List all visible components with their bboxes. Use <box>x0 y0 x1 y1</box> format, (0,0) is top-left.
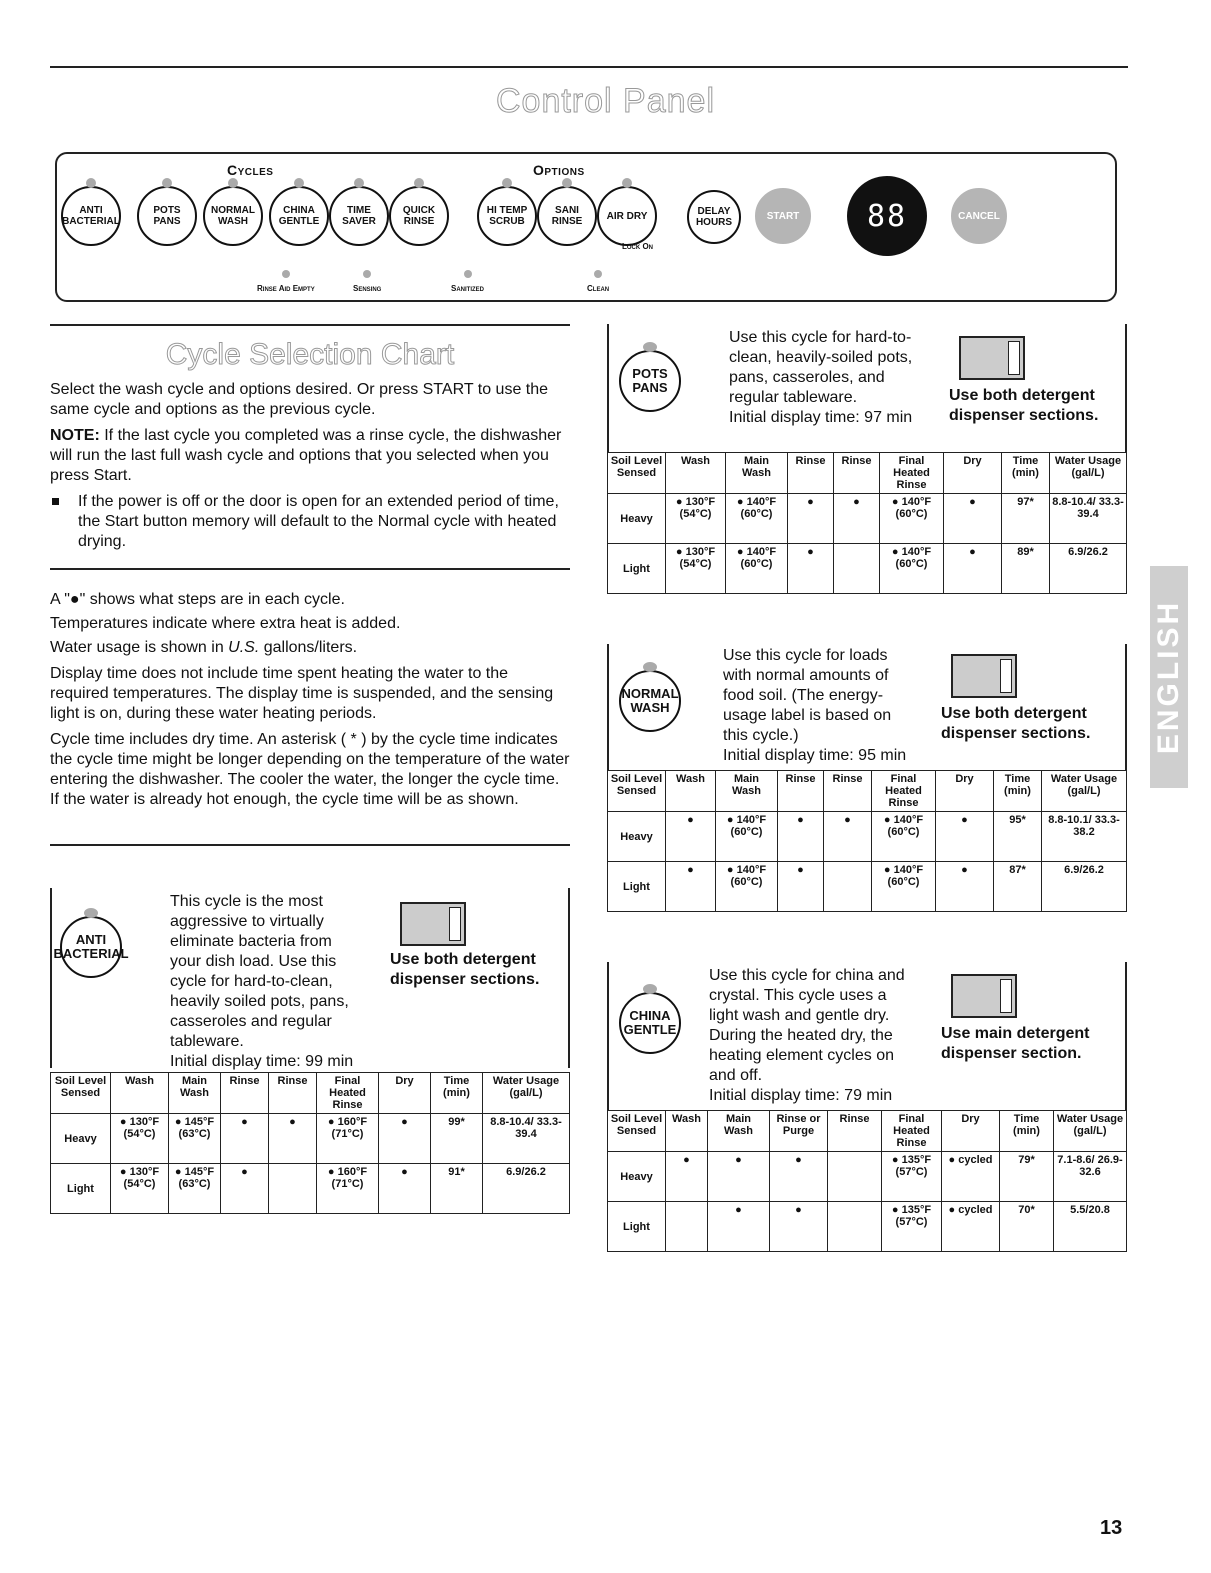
table-cell: 8.8-10.4/ 33.3-39.4 <box>483 1114 570 1164</box>
table-cell <box>828 1202 882 1252</box>
text-line: with normal amounts of <box>723 667 889 684</box>
digital-display: 88 <box>847 176 927 256</box>
table-header-cell: Main Wash <box>716 771 778 812</box>
table-row <box>51 1164 570 1214</box>
table-header-cell: Soil Level Sensed <box>51 1073 111 1114</box>
table-cell: ● 160°F (71°C) <box>317 1114 379 1164</box>
text-line: tableware. <box>170 1033 244 1050</box>
table-cell: ● <box>708 1202 770 1252</box>
table-cell: Heavy <box>608 1152 666 1202</box>
table-header-cell: Time (min) <box>994 771 1042 812</box>
table-cell: ● 135°F (57°C) <box>882 1152 942 1202</box>
cycle-button-china-gentle: CHINA GENTLE <box>619 992 681 1054</box>
table-header-cell: Dry <box>379 1073 431 1114</box>
table-cell: ● <box>788 544 834 594</box>
table-cell: ● <box>944 494 1002 544</box>
table-row <box>608 862 1127 912</box>
panel-button-sani-rinse[interactable]: SANI RINSE <box>537 186 597 246</box>
text-line: clean, heavily-soiled pots, <box>729 349 913 366</box>
panel-button-normal-wash[interactable]: NORMAL WASH <box>203 186 263 246</box>
table-cell: 6.9/26.2 <box>1050 544 1127 594</box>
table-header-cell: Rinse <box>221 1073 269 1114</box>
text-line: dispenser sections. <box>390 971 540 988</box>
table-cell: 91* <box>431 1164 483 1214</box>
text-line: aggressive to virtually <box>170 913 324 930</box>
indicator-rinse-aid-empty: Rinse Aid Empty <box>257 270 315 293</box>
table-cell <box>834 544 880 594</box>
text-line: light wash and gentle dry. <box>709 1007 890 1024</box>
cycle-description <box>729 328 949 428</box>
table-row <box>608 812 1127 862</box>
cycle-table <box>607 770 1127 912</box>
table-cell: ● <box>834 494 880 544</box>
table-cell: 6.9/26.2 <box>483 1164 570 1214</box>
table-cell: ● 130°F (54°C) <box>666 544 726 594</box>
text-line: crystal. This cycle uses a <box>709 987 887 1004</box>
panel-button-delay-hours[interactable]: DELAY HOURS <box>687 190 741 244</box>
detergent-dispenser-icon <box>400 902 466 946</box>
text-line: heavily soiled pots, pans, <box>170 993 349 1010</box>
cycle-block-anti-bacterial <box>50 888 570 1238</box>
table-header-cell: Soil Level Sensed <box>608 1111 666 1152</box>
cycle-description <box>170 892 400 1072</box>
cycle-block-china-gentle <box>607 962 1127 1272</box>
table-cell: ● <box>936 812 994 862</box>
led-icon <box>594 270 602 278</box>
table-cell: ● <box>379 1114 431 1164</box>
led-icon <box>464 270 472 278</box>
table-cell: Heavy <box>51 1114 111 1164</box>
table-header-cell: Water Usage (gal/L) <box>483 1073 570 1114</box>
detergent-dispenser-icon <box>951 974 1017 1018</box>
table-cell: ● 140°F (60°C) <box>872 812 936 862</box>
section-rule <box>50 844 570 846</box>
detergent-dispenser-icon <box>951 654 1017 698</box>
table-cell: ● <box>221 1114 269 1164</box>
text-line: Initial display time: 99 min <box>170 1053 354 1070</box>
table-cell: Heavy <box>608 812 666 862</box>
text-line: dispenser sections. <box>949 407 1099 424</box>
table-cell: ● <box>770 1152 828 1202</box>
table-header-cell: Wash <box>666 453 726 494</box>
panel-button-anti-bacterial[interactable]: ANTI BACTERIAL <box>61 186 121 246</box>
text-line: Use this cycle for hard-to- <box>729 329 912 346</box>
text-line: casseroles and regular <box>170 1013 332 1030</box>
page-number: 13 <box>1100 1517 1123 1539</box>
text-line: Use both detergent <box>941 705 1087 722</box>
detergent-note <box>949 386 1098 426</box>
led-icon <box>294 178 304 188</box>
table-cell: ● 130°F (54°C) <box>111 1114 169 1164</box>
panel-button-start[interactable]: START <box>755 188 811 244</box>
text-line: dispenser sections. <box>941 725 1091 742</box>
table-header-cell: Wash <box>666 1111 708 1152</box>
table-cell: ● 140°F (60°C) <box>880 494 944 544</box>
text-line: Use both detergent <box>390 951 536 968</box>
table-header-cell: Rinse <box>834 453 880 494</box>
table-cell: ● <box>666 812 716 862</box>
table-header-cell: Water Usage (gal/L) <box>1042 771 1127 812</box>
table-cell: ● 140°F (60°C) <box>716 812 778 862</box>
table-cell: ● 160°F (71°C) <box>317 1164 379 1214</box>
bullet-icon <box>52 498 59 505</box>
text-line: food soil. (The energy- <box>723 687 884 704</box>
table-cell: ● 145°F (63°C) <box>169 1114 221 1164</box>
table-cell: 87* <box>994 862 1042 912</box>
table-header-cell: Main Wash <box>708 1111 770 1152</box>
indicator-clean: Clean <box>587 270 609 293</box>
section-rule <box>50 324 570 326</box>
table-cell: ● 140°F (60°C) <box>726 544 788 594</box>
temp-note: Temperatures indicate where extra heat is added. <box>50 615 401 632</box>
text-line: Use this cycle for china and <box>709 967 905 984</box>
table-header-cell: Dry <box>944 453 1002 494</box>
cycle-block-pots-pans <box>607 324 1127 614</box>
table-header-cell: Final Heated Rinse <box>872 771 936 812</box>
table-header-cell: Rinse <box>778 771 824 812</box>
table-cell <box>824 862 872 912</box>
table-cell: ● <box>770 1202 828 1252</box>
table-cell: 89* <box>1002 544 1050 594</box>
detergent-note <box>941 704 1090 744</box>
table-cell: ● <box>936 862 994 912</box>
page-title: Control Panel <box>495 82 715 120</box>
bullet-item: If the power is off or the door is open for an extended period of time, the Start button memory will default to the Normal cycle with heated drying. <box>50 492 570 552</box>
table-header-cell: Time (min) <box>1000 1111 1054 1152</box>
table-cell: Light <box>608 544 666 594</box>
cycle-table <box>50 1072 570 1214</box>
text-line: your dish load. Use this <box>170 953 337 970</box>
table-cell: 7.1-8.6/ 26.9-32.6 <box>1054 1152 1127 1202</box>
led-icon <box>354 178 364 188</box>
table-cell: ● <box>788 494 834 544</box>
cycle-button-pots-pans: POTS PANS <box>619 350 681 412</box>
table-header-cell: Dry <box>942 1111 1000 1152</box>
indicator-sanitized: Sanitized <box>451 270 484 293</box>
table-cell: ● 130°F (54°C) <box>111 1164 169 1214</box>
led-icon <box>363 270 371 278</box>
table-cell: ● <box>221 1164 269 1214</box>
water-note: Water usage is shown in U.S. gallons/liters. <box>50 639 358 656</box>
cycle-time-note: Cycle time includes dry time. An asterisk ( * ) by the cycle time indicates the cycle time might be longer depending on the temperature of the water entering the dishwasher. The cooler the water, the longer the cycle time. If the water is already hot enough, the cycle time will be as shown. <box>50 731 570 808</box>
led-icon <box>228 178 238 188</box>
indicator-sensing: Sensing <box>353 270 381 293</box>
table-cell <box>269 1164 317 1214</box>
table-header-cell: Rinse <box>788 453 834 494</box>
table-header-cell: Time (min) <box>431 1073 483 1114</box>
table-cell: ● <box>708 1152 770 1202</box>
table-cell: ● cycled <box>942 1152 1000 1202</box>
led-icon <box>282 270 290 278</box>
table-cell: ● <box>778 812 824 862</box>
table-cell: ● <box>379 1164 431 1214</box>
led-icon <box>162 178 172 188</box>
text-line: Initial display time: 79 min <box>709 1087 893 1104</box>
text-line: eliminate bacteria from <box>170 933 332 950</box>
led-icon <box>86 178 96 188</box>
text-line: Use both detergent <box>949 387 1095 404</box>
table-cell: ● 140°F (60°C) <box>872 862 936 912</box>
control-panel <box>55 152 1117 302</box>
display-time-note: Display time does not include time spent heating the water to the required temperatures. The display time is suspended, and the sensing light is on, during these water heating periods. <box>50 665 554 722</box>
text-line: regular tableware. <box>729 389 858 406</box>
table-cell: Light <box>51 1164 111 1214</box>
panel-button-hi-temp-scrub[interactable]: HI TEMP SCRUB <box>477 186 537 246</box>
table-cell: 99* <box>431 1114 483 1164</box>
led-icon <box>414 178 424 188</box>
table-header-cell: Water Usage (gal/L) <box>1054 1111 1127 1152</box>
table-header-cell: Final Heated Rinse <box>317 1073 379 1114</box>
table-cell <box>666 1202 708 1252</box>
dot-legend: A "●" shows what steps are in each cycle. <box>50 591 345 608</box>
text-line: Initial display time: 97 min <box>729 409 913 426</box>
table-cell: 8.8-10.1/ 33.3-38.2 <box>1042 812 1127 862</box>
table-header-cell: Rinse <box>269 1073 317 1114</box>
table-row <box>51 1114 570 1164</box>
table-cell: 97* <box>1002 494 1050 544</box>
panel-button-china-gentle[interactable]: CHINA GENTLE <box>269 186 329 246</box>
table-header-cell: Wash <box>111 1073 169 1114</box>
table-header-cell: Main Wash <box>726 453 788 494</box>
table-cell: ● 140°F (60°C) <box>880 544 944 594</box>
table-cell: ● 145°F (63°C) <box>169 1164 221 1214</box>
table-cell: ● cycled <box>942 1202 1000 1252</box>
note-text: NOTE: If the last cycle you completed was a rinse cycle, the dishwasher will run the last full wash cycle and options that you selected when you press Start. <box>50 427 562 484</box>
table-header-cell: Rinse or Purge <box>770 1111 828 1152</box>
table-header-cell: Water Usage (gal/L) <box>1050 453 1127 494</box>
text-line: this cycle.) <box>723 727 799 744</box>
table-cell <box>828 1152 882 1202</box>
cycle-description <box>723 646 943 766</box>
table-cell: 6.9/26.2 <box>1042 862 1127 912</box>
table-row <box>608 1152 1127 1202</box>
text-line: pans, casseroles, and <box>729 369 885 386</box>
text-line: Use this cycle for loads <box>723 647 888 664</box>
table-cell: ● 140°F (60°C) <box>716 862 778 912</box>
text-line: dispenser section. <box>941 1045 1082 1062</box>
led-icon <box>84 908 98 918</box>
table-row <box>608 1202 1127 1252</box>
table-header-cell: Time (min) <box>1002 453 1050 494</box>
cycle-table <box>607 1110 1127 1252</box>
cycle-button-normal-wash: NORMAL WASH <box>619 670 681 732</box>
led-icon <box>622 178 632 188</box>
table-cell: ● <box>778 862 824 912</box>
led-icon <box>643 342 657 352</box>
panel-button-pots-pans[interactable]: POTS PANS <box>137 186 197 246</box>
section-rule <box>50 568 570 570</box>
table-cell: 70* <box>1000 1202 1054 1252</box>
panel-button-air-dry[interactable]: AIR DRY <box>597 186 657 246</box>
cycle-block-normal-wash <box>607 644 1127 934</box>
text-line: cycle for hard-to-clean, <box>170 973 333 990</box>
text-line: This cycle is the most <box>170 893 323 910</box>
text-line: usage label is based on <box>723 707 892 724</box>
cycle-button-anti-bacterial: ANTI BACTERIAL <box>60 916 122 978</box>
cycle-description <box>709 966 949 1106</box>
top-rule <box>50 66 1128 68</box>
detergent-note <box>390 950 539 990</box>
text-line: Use main detergent <box>941 1025 1090 1042</box>
table-header-cell: Final Heated Rinse <box>880 453 944 494</box>
table-header-cell: Final Heated Rinse <box>882 1111 942 1152</box>
table-cell: Light <box>608 1202 666 1252</box>
text-line: Initial display time: 95 min <box>723 747 907 764</box>
intro-text: Select the wash cycle and options desired. Or press START to use the same cycle and options as the previous cycle. <box>50 381 549 418</box>
detergent-note <box>941 1024 1089 1064</box>
table-cell: Heavy <box>608 494 666 544</box>
table-cell: 8.8-10.4/ 33.3-39.4 <box>1050 494 1127 544</box>
led-icon <box>643 984 657 994</box>
table-cell: ● <box>824 812 872 862</box>
language-tab: ENGLISH <box>1150 566 1188 788</box>
panel-button-time-saver[interactable]: TIME SAVER <box>329 186 389 246</box>
table-header-cell: Wash <box>666 771 716 812</box>
panel-button-cancel[interactable]: CANCEL <box>951 188 1007 244</box>
table-header-cell: Main Wash <box>169 1073 221 1114</box>
lock-on-label: Lock On <box>622 242 653 251</box>
led-icon <box>643 662 657 672</box>
table-header-cell: Dry <box>936 771 994 812</box>
panel-button-quick-rinse[interactable]: QUICK RINSE <box>389 186 449 246</box>
table-cell: ● 130°F (54°C) <box>666 494 726 544</box>
table-cell: ● 140°F (60°C) <box>726 494 788 544</box>
options-label: Options <box>533 162 585 178</box>
table-cell: 5.5/20.8 <box>1054 1202 1127 1252</box>
text-line: heating element cycles on <box>709 1047 894 1064</box>
table-cell: Light <box>608 862 666 912</box>
table-header-cell: Rinse <box>824 771 872 812</box>
table-cell: ● <box>944 544 1002 594</box>
table-header-cell: Soil Level Sensed <box>608 771 666 812</box>
led-icon <box>502 178 512 188</box>
table-header-cell: Rinse <box>828 1111 882 1152</box>
detergent-dispenser-icon <box>959 336 1025 380</box>
table-cell: ● <box>666 862 716 912</box>
text-line: During the heated dry, the <box>709 1027 893 1044</box>
led-icon <box>562 178 572 188</box>
text-line: and off. <box>709 1067 763 1084</box>
table-header-cell: Soil Level Sensed <box>608 453 666 494</box>
table-cell: 79* <box>1000 1152 1054 1202</box>
table-cell: 95* <box>994 812 1042 862</box>
cycle-table <box>607 452 1127 594</box>
cycles-label: Cycles <box>227 162 274 178</box>
table-cell: ● 135°F (57°C) <box>882 1202 942 1252</box>
section-title: Cycle Selection Chart <box>165 338 455 371</box>
table-row <box>608 544 1127 594</box>
table-row <box>608 494 1127 544</box>
table-cell: ● <box>666 1152 708 1202</box>
table-cell: ● <box>269 1114 317 1164</box>
